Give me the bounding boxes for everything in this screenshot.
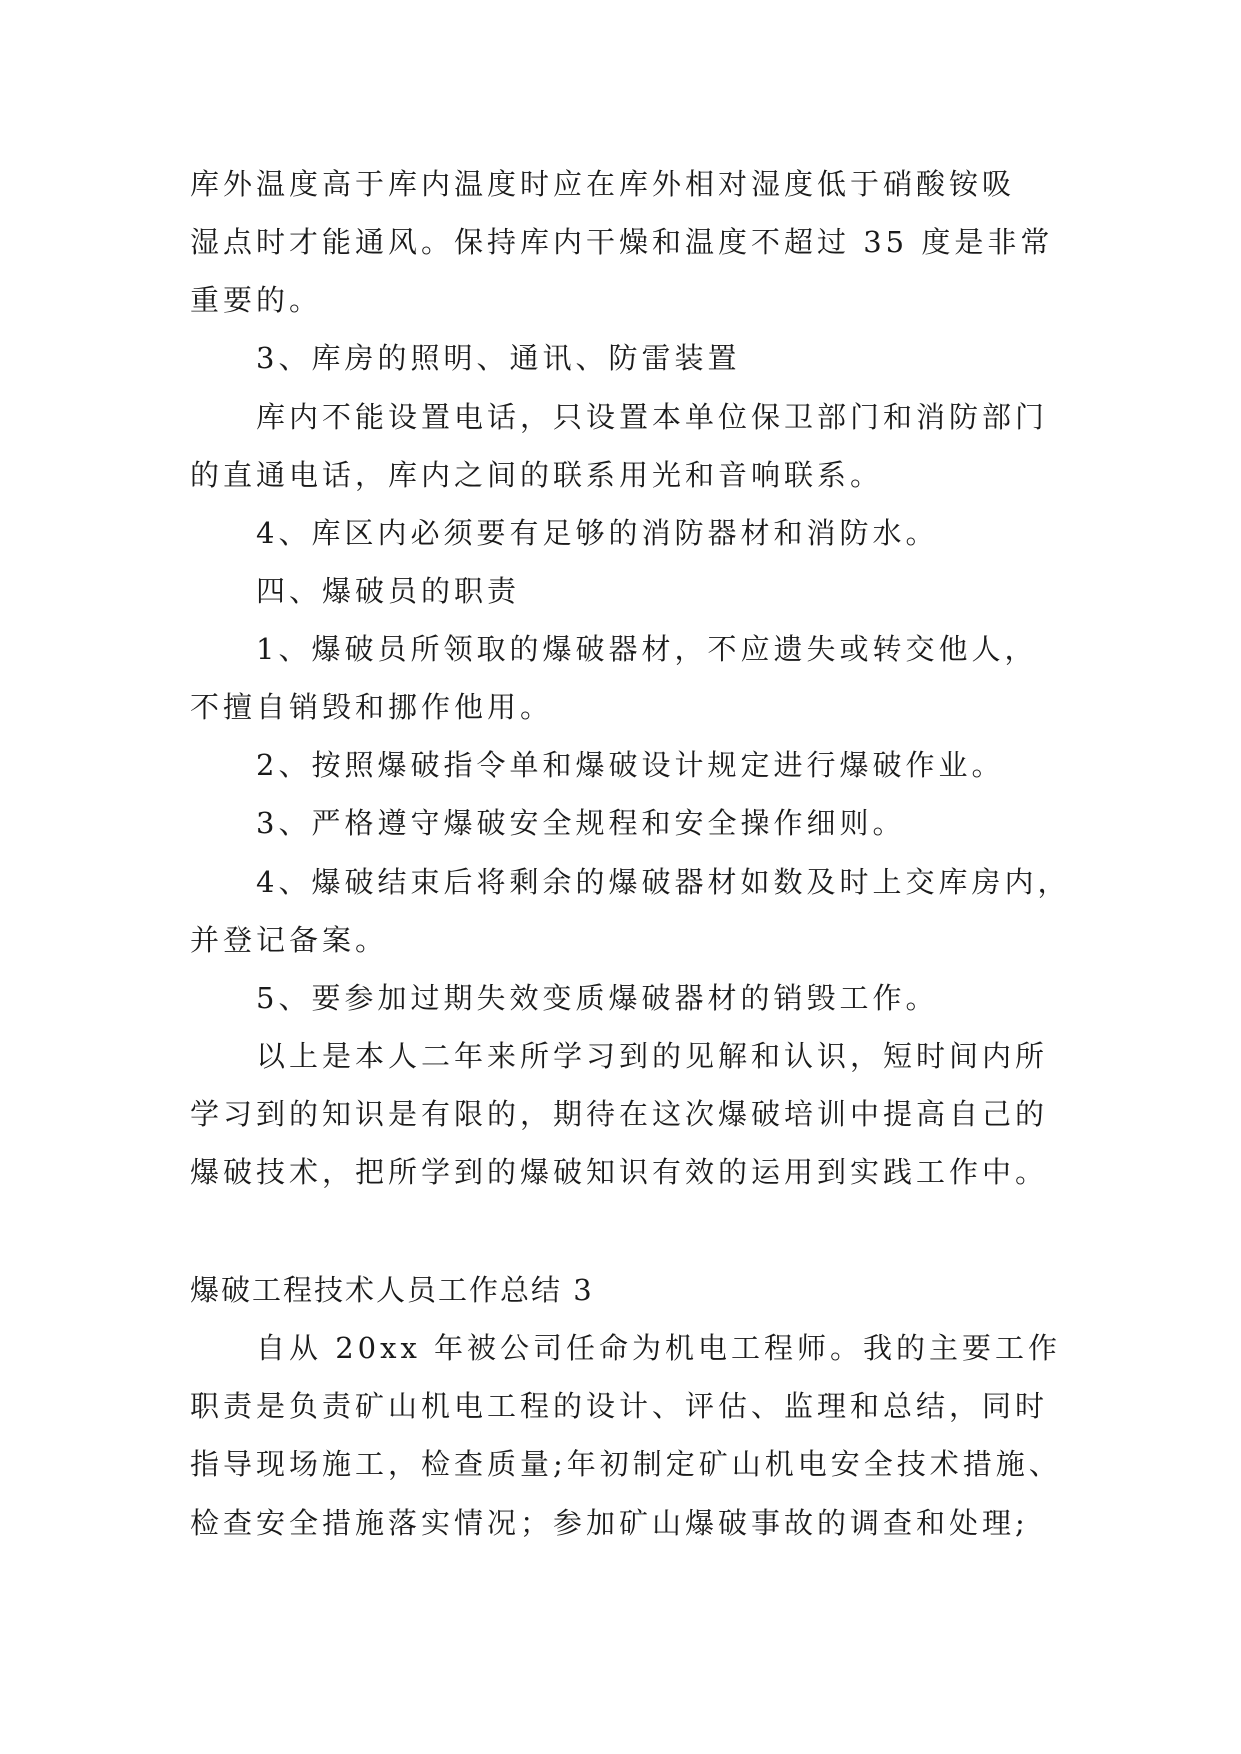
- text-line: 的直通电话，库内之间的联系用光和音响联系。: [190, 458, 884, 492]
- text-line: 库内不能设置电话，只设置本单位保卫部门和消防部门: [256, 400, 1049, 434]
- section-item: 3、库房的照明、通讯、防雷装置: [256, 341, 741, 375]
- text-line: 自从 20xx 年被公司任命为机电工程师。我的主要工作: [256, 1331, 1062, 1365]
- text-line: 爆破技术，把所学到的爆破知识有效的运用到实践工作中。: [190, 1155, 1049, 1189]
- text-line: 不擅自销毁和挪作他用。: [190, 690, 554, 724]
- text-line: 职责是负责矿山机电工程的设计、评估、监理和总结，同时: [190, 1389, 1049, 1423]
- text-line: 指导现场施工，检查质量;年初制定矿山机电安全技术措施、: [190, 1447, 1062, 1481]
- list-item: 1、爆破员所领取的爆破器材，不应遗失或转交他人，: [256, 632, 1038, 666]
- section-item: 4、库区内必须要有足够的消防器材和消防水。: [256, 516, 939, 550]
- list-item: 4、爆破结束后将剩余的爆破器材如数及时上交库房内，: [256, 865, 1071, 899]
- text-line: 并登记备案。: [190, 923, 389, 957]
- section-heading: 四、爆破员的职责: [256, 574, 521, 608]
- list-item: 5、要参加过期失效变质爆破器材的销毁工作。: [256, 981, 939, 1015]
- list-item: 2、按照爆破指令单和爆破设计规定进行爆破作业。: [256, 748, 1005, 782]
- text-line: 库外温度高于库内温度时应在库外相对湿度低于硝酸铵吸: [190, 167, 1016, 201]
- text-line: 学习到的知识是有限的，期待在这次爆破培训中提高自己的: [190, 1097, 1049, 1131]
- text-line: 检查安全措施落实情况；参加矿山爆破事故的调查和处理;: [190, 1506, 1029, 1540]
- list-item: 3、严格遵守爆破安全规程和安全操作细则。: [256, 806, 906, 840]
- text-line: 以上是本人二年来所学习到的见解和认识，短时间内所: [256, 1039, 1049, 1073]
- section-title: 爆破工程技术人员工作总结 3: [190, 1273, 594, 1307]
- text-line: 重要的。: [190, 283, 323, 317]
- text-line: 湿点时才能通风。保持库内干燥和温度不超过 35 度是非常: [190, 225, 1054, 259]
